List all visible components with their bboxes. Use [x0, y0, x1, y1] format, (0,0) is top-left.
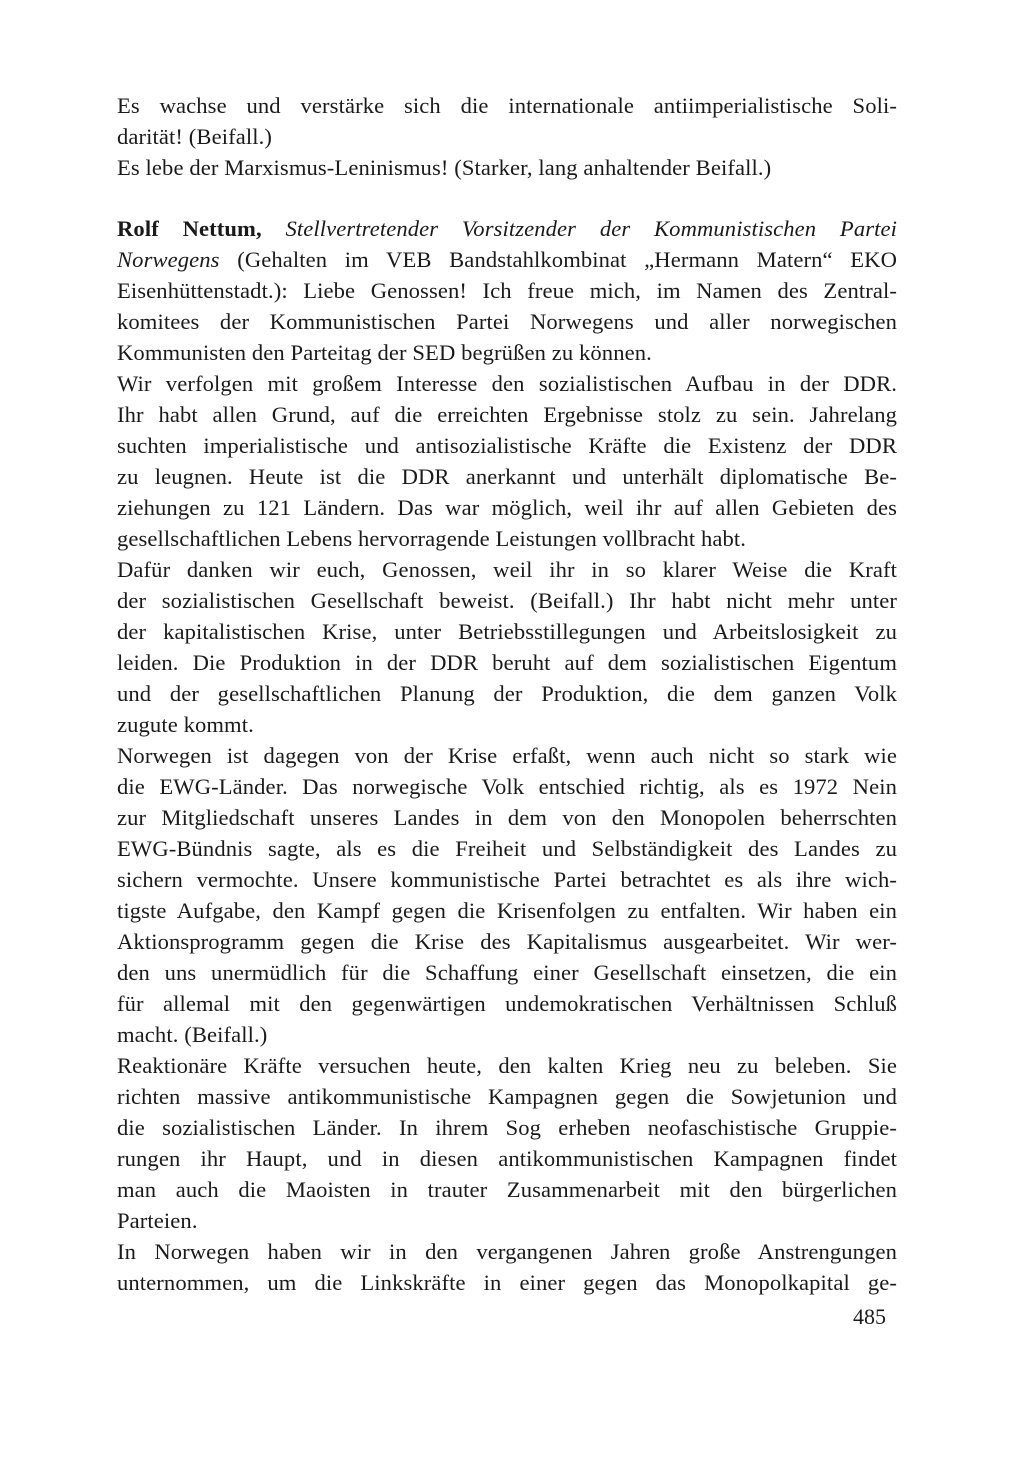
text-line: Es wachse und verstärke sich die internationale antiimperialistische Soli-	[117, 93, 897, 118]
paragraph	[117, 554, 897, 740]
text-line: für allemal mit den gegenwärtigen undemokratischen Verhältnissen Schluß	[117, 991, 897, 1016]
text-line: richten massive antikommunistische Kampagnen gegen die Sowjetunion und	[117, 1084, 897, 1109]
text-line: In Norwegen haben wir in den vergangenen Jahren große Anstrengungen	[117, 1239, 897, 1264]
paragraph	[117, 1050, 897, 1236]
speaker-role: Stellvertretender Vorsitzender der Kommunistischen Partei	[285, 216, 897, 241]
text-line: der sozialistischen Gesellschaft beweist. (Beifall.) Ihr habt nicht mehr unter	[117, 588, 897, 613]
text-line	[117, 244, 897, 275]
text-line: darität! (Beifall.)	[117, 124, 272, 149]
speaker-line	[117, 213, 897, 244]
text-line: zugute kommt.	[117, 712, 254, 737]
text-line: Dafür danken wir euch, Genossen, weil ihr in so klarer Weise die Kraft	[117, 557, 897, 582]
paragraph	[117, 740, 897, 1050]
speech-intro-paragraph	[117, 213, 897, 368]
text-line: rungen ihr Haupt, und in diesen antikommunistischen Kampagnen findet	[117, 1146, 897, 1171]
text-line: leiden. Die Produktion in der DDR beruht auf dem sozialistischen Eigentum	[117, 650, 897, 675]
text-line: tigste Aufgabe, den Kampf gegen die Krisenfolgen zu entfalten. Wir haben ein	[117, 898, 897, 923]
text-line: zur Mitgliedschaft unseres Landes in dem von den Monopolen beherrschten	[117, 805, 897, 830]
text-line: suchten imperialistische und antisozialistische Kräfte die Existenz der DDR	[117, 433, 897, 458]
text-line: Kommunisten den Parteitag der SED begrüßen zu können.	[117, 340, 652, 365]
speaker-name: Rolf Nettum,	[117, 216, 262, 241]
text-line: Wir verfolgen mit großem Interesse den sozialistischen Aufbau in der DDR.	[117, 371, 897, 396]
text-line: Reaktionäre Kräfte versuchen heute, den kalten Krieg neu zu beleben. Sie	[117, 1053, 897, 1078]
closing-paragraph	[117, 90, 897, 183]
page-number: 485	[853, 1304, 886, 1329]
paragraph	[117, 368, 897, 554]
text-line: unternommen, um die Linkskräfte in einer gegen das Monopolkapital ge-	[117, 1270, 897, 1295]
text-line: komitees der Kommunistischen Partei Norwegens und aller norwegischen	[117, 309, 897, 334]
text-line: Eisenhüttenstadt.): Liebe Genossen! Ich freue mich, im Namen des Zentral-	[117, 278, 897, 303]
text-line: macht. (Beifall.)	[117, 1022, 268, 1047]
text-line: der kapitalistischen Krise, unter Betriebsstillegungen und Arbeitslosigkeit zu	[117, 619, 897, 644]
speech-location: (Gehalten im VEB Bandstahlkombinat „Hermann Matern“ EKO	[219, 247, 897, 272]
text-line: den uns unermüdlich für die Schaffung einer Gesellschaft einsetzen, die ein	[117, 960, 897, 985]
text-line: sichern vermochte. Unsere kommunistische Partei betrachtet es als ihre wich-	[117, 867, 897, 892]
text-line: Ihr habt allen Grund, auf die erreichten Ergebnisse stolz zu sein. Jahrelang	[117, 402, 897, 427]
text-line: zu leugnen. Heute ist die DDR anerkannt und unterhält diplomatische Be-	[117, 464, 897, 489]
speaker-role-cont: Norwegens	[117, 247, 220, 272]
text-line: Es lebe der Marxismus-Leninismus! (Starker, lang anhaltender Beifall.)	[117, 155, 772, 180]
text-line: Norwegen ist dagegen von der Krise erfaßt, wenn auch nicht so stark wie	[117, 743, 897, 768]
page-body	[117, 90, 897, 1298]
text-line: Aktionsprogramm gegen die Krise des Kapitalismus ausgearbeitet. Wir wer-	[117, 929, 897, 954]
text-line: EWG-Bündnis sagte, als es die Freiheit und Selbständigkeit des Landes zu	[117, 836, 897, 861]
text-line: Parteien.	[117, 1208, 198, 1233]
text-line: die EWG-Länder. Das norwegische Volk entschied richtig, als es 1972 Nein	[117, 774, 897, 799]
paragraph	[117, 1236, 897, 1298]
text-line: und der gesellschaftlichen Planung der Produktion, die dem ganzen Volk	[117, 681, 897, 706]
text-line: ziehungen zu 121 Ländern. Das war möglich, weil ihr auf allen Gebieten des	[117, 495, 897, 520]
text-line: gesellschaftlichen Lebens hervorragende Leistungen vollbracht habt.	[117, 526, 747, 551]
text-line: man auch die Maoisten in trauter Zusammenarbeit mit den bürgerlichen	[117, 1177, 897, 1202]
text-line: die sozialistischen Länder. In ihrem Sog erheben neofaschistische Gruppie-	[117, 1115, 897, 1140]
section-gap	[117, 183, 897, 213]
